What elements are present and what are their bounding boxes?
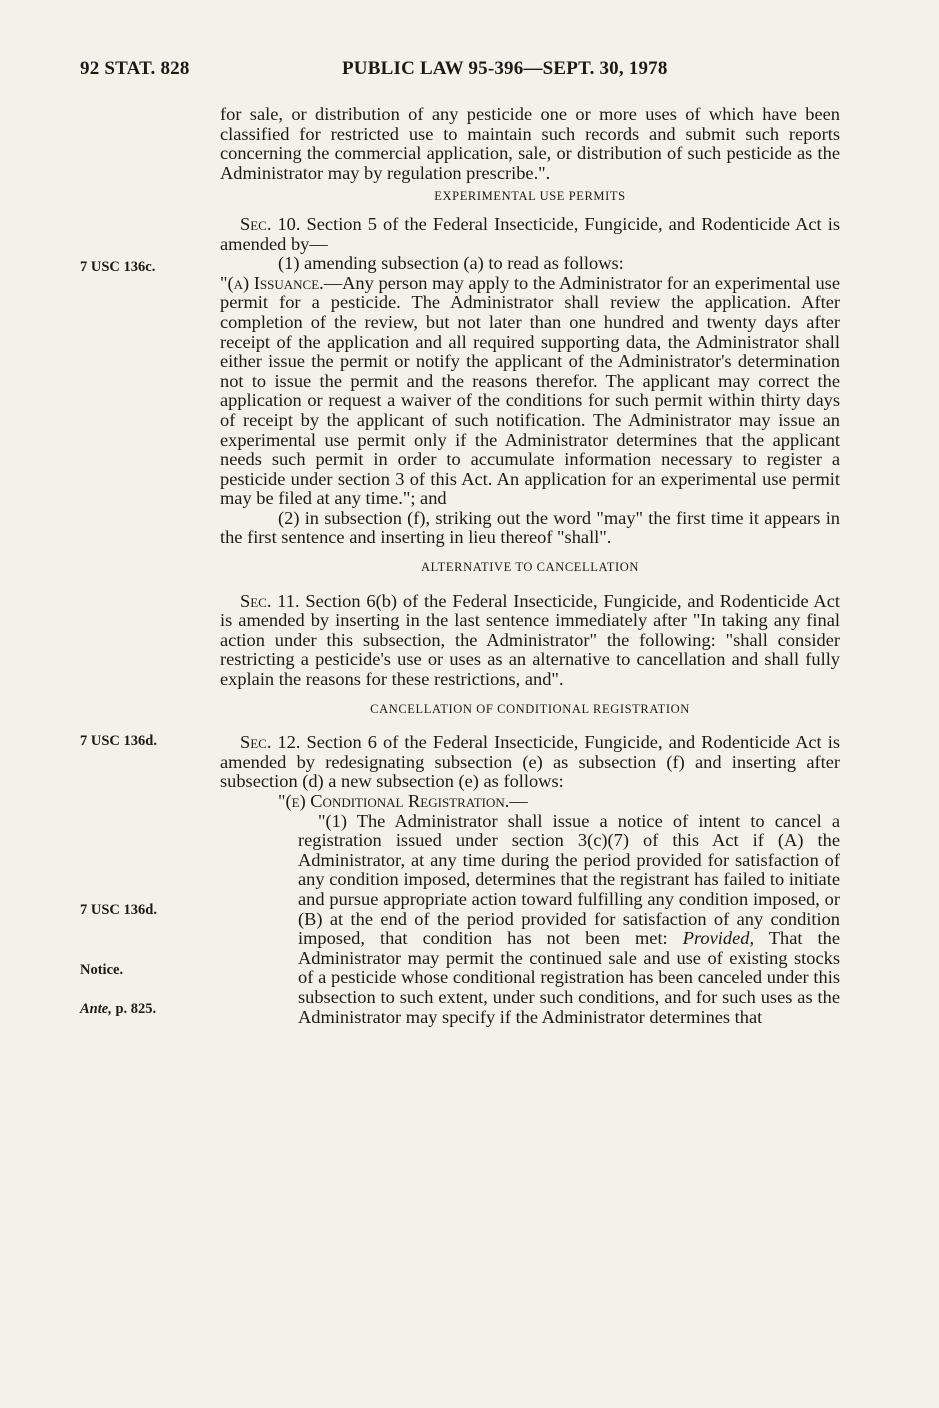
sec10-subsection-a bbox=[220, 274, 840, 509]
sec10-label: Sec. 10. bbox=[240, 213, 301, 234]
continuation-paragraph: for sale, or distribution of any pesticide one or more uses of which have been classified for restricted use to maintain such records and submit such reports concerning the commercial application, sale, or distribution of such pesticide as the Administrator may by regulation prescribe.". bbox=[220, 104, 840, 183]
document-body bbox=[220, 105, 840, 1027]
sec12-text: Section 6 of the Federal Insecticide, Fungicide, and Rodenticide Act is amended by redesignating subsection (e) as subsection (f) and inserting after subsection (d) a new subsection (e) as follows: bbox=[220, 732, 840, 792]
sec12-label: Sec. 12. bbox=[240, 732, 301, 753]
sec10-a-text: —Any person may apply to the Administrator for an experimental use permit for a pesticide. The Administrator shall review the application. After completion of the review, but not later than one hundred and twenty days after receipt of the application and all required supporting data, the Administrator shall either issue the permit or notify the applicant of the Administrator's determination not to issue the permit and the reasons therefor. The applicant may correct the application or request a waiver of the conditions for such permit within thirty days of receipt by the applicant of such notification. The Administrator may issue an experimental use permit only if the Administrator determines that the applicant needs such permit in order to accumulate information necessary to register a pesticide under section 3 of this Act. An application for an experimental use permit may be filed at any time."; and bbox=[220, 272, 840, 509]
margin-note-ante-rest: p. 825. bbox=[111, 1001, 157, 1017]
sec11-label: Sec. 11. bbox=[240, 590, 300, 611]
sec12-1-text-a: "(1) The Administrator shall issue a notice of intent to cancel a registration issued under section 3(c)(7) of this Act if (A) the Administrator, at any time during the period provided for satisfaction of any condition imposed, determines that the registrant has failed to initiate and pursue appropriate action toward fulfilling any condition imposed, or (B) at the end of the period provided for satisfaction of any condition imposed, that condition has not been met: bbox=[298, 810, 840, 949]
sec12-e-label: "(e) Conditional Registration. bbox=[278, 791, 510, 811]
sec10-text: Section 5 of the Federal Insecticide, Fungicide, and Rodenticide Act is amended by— bbox=[220, 213, 840, 254]
margin-note-sec11: 7 USC 136d. bbox=[80, 733, 157, 749]
sec12-subsection-e-heading bbox=[278, 792, 840, 812]
sec10-a-label: "(a) Issuance. bbox=[220, 272, 324, 293]
heading-alternative-to-cancellation: ALTERNATIVE TO CANCELLATION bbox=[420, 560, 640, 575]
margin-note-ante bbox=[80, 1001, 156, 1018]
heading-cancellation-of-conditional-registration: CANCELLATION OF CONDITIONAL REGISTRATION bbox=[370, 701, 690, 716]
sec10-item2: (2) in subsection (f), striking out the word "may" the first time it appears in the first sentence and inserting in lieu thereof "shall". bbox=[220, 507, 840, 548]
sec12-1-provided: Provided bbox=[682, 928, 750, 949]
sec12-e-dash: — bbox=[509, 791, 528, 811]
heading-experimental-use-permits: EXPERIMENTAL USE PERMITS bbox=[434, 189, 626, 204]
margin-note-sec12: 7 USC 136d. bbox=[80, 902, 157, 918]
running-header-title: PUBLIC LAW 95-396—SEPT. 30, 1978 bbox=[342, 58, 668, 79]
sec12-paragraph-1 bbox=[298, 812, 840, 1028]
margin-note-sec10: 7 USC 136c. bbox=[80, 259, 156, 275]
sec11-paragraph bbox=[220, 592, 840, 690]
statute-page-number: 92 STAT. 828 bbox=[80, 58, 190, 79]
sec12-1-text-b: , That the Administrator may permit the continued sale and use of existing stocks of a pesticide whose conditional registration has been canceled under this subsection to such extent, under such conditions, and for such uses as the Administrator may specify if the Administrator determines that bbox=[298, 928, 840, 1027]
margin-note-ante-italic: Ante, bbox=[80, 1001, 112, 1017]
sec12-paragraph bbox=[220, 733, 840, 792]
sec10-item1: (1) amending subsection (a) to read as follows: bbox=[278, 253, 624, 274]
margin-note-notice: Notice. bbox=[80, 962, 124, 978]
sec11-text: Section 6(b) of the Federal Insecticide, Fungicide, and Rodenticide Act is amended by inserting in the last sentence immediately after "In taking any final action under this subsection, the Administrator" the following: "shall consider restricting a pesticide's use or uses as an alternative to cancellation and shall fully explain the reasons for these restrictions, and". bbox=[220, 590, 840, 690]
sec10-paragraph bbox=[220, 215, 840, 254]
